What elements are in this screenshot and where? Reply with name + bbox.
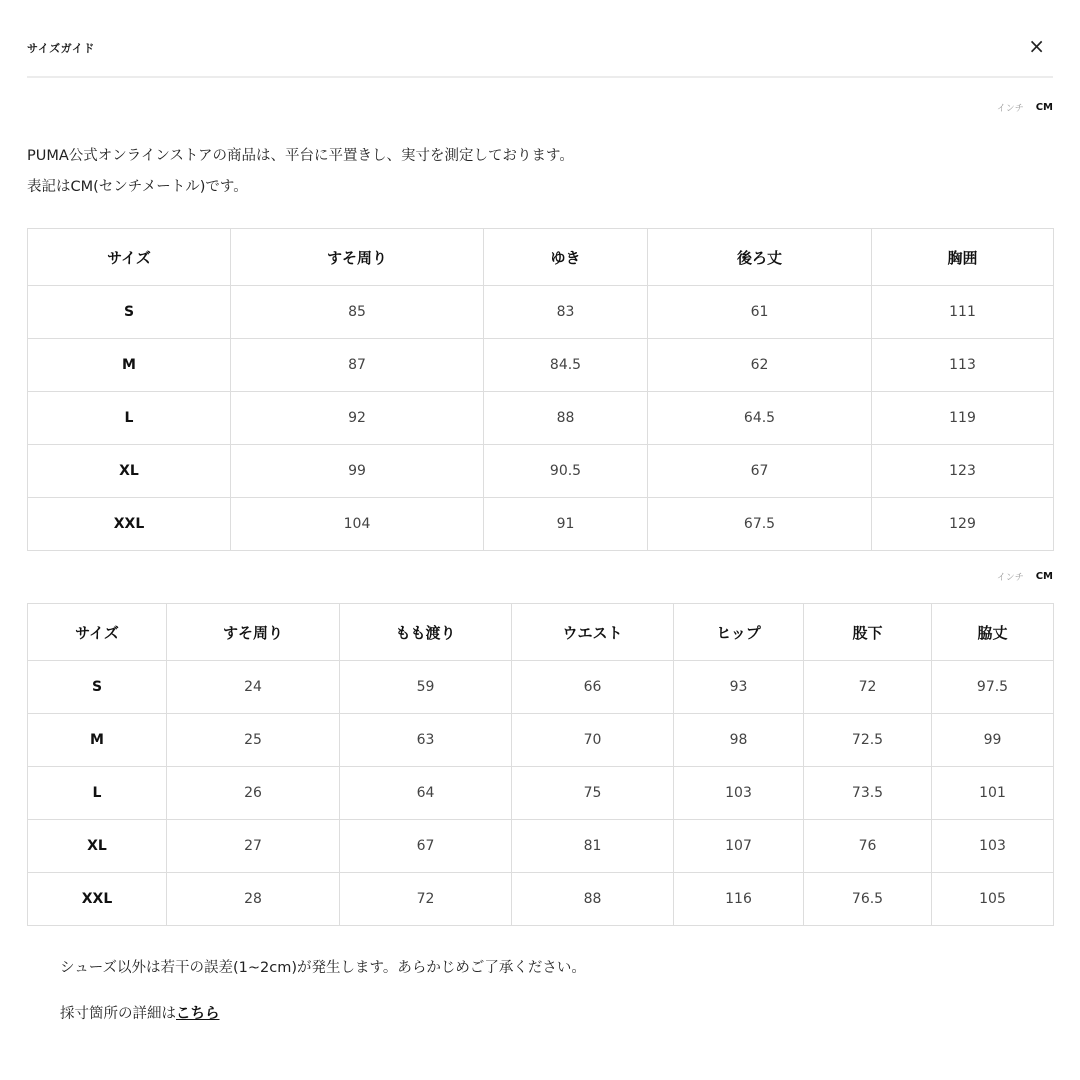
table-cell: 99 (932, 714, 1054, 767)
column-header: 後ろ丈 (648, 229, 872, 286)
intro-line-2: 表記はCM(センチメートル)です。 (27, 179, 248, 195)
table-cell: 104 (231, 498, 484, 551)
table-row (28, 392, 1054, 445)
column-header: 胸囲 (872, 229, 1054, 286)
table-cell: 72 (804, 661, 932, 714)
table-cell: 66 (512, 661, 674, 714)
size-label: M (28, 714, 167, 767)
table-row (28, 873, 1054, 926)
table-cell: 103 (674, 767, 804, 820)
notes (60, 955, 586, 1047)
column-header: 股下 (804, 604, 932, 661)
modal-title: サイズガイド (27, 42, 95, 55)
size-table-tops (27, 228, 1054, 551)
size-label: XL (28, 820, 167, 873)
table-row (28, 661, 1054, 714)
table-cell: 67 (648, 445, 872, 498)
table-cell: 111 (872, 286, 1054, 339)
size-label: L (28, 392, 231, 445)
table-cell: 105 (932, 873, 1054, 926)
table-cell: 84.5 (484, 339, 648, 392)
size-label: S (28, 286, 231, 339)
table-cell: 123 (872, 445, 1054, 498)
table-cell: 85 (231, 286, 484, 339)
table-cell: 116 (674, 873, 804, 926)
detail-prefix: 採寸箇所の詳細は (60, 1006, 176, 1022)
table-cell: 88 (512, 873, 674, 926)
table-cell: 119 (872, 392, 1054, 445)
column-header: すそ周り (231, 229, 484, 286)
table-cell: 91 (484, 498, 648, 551)
table-cell: 28 (167, 873, 340, 926)
table-cell: 101 (932, 767, 1054, 820)
table-cell: 83 (484, 286, 648, 339)
table-row (28, 498, 1054, 551)
table-cell: 93 (674, 661, 804, 714)
table-cell: 64 (340, 767, 512, 820)
unit-inch-button[interactable]: インチ (996, 573, 1024, 583)
table-cell: 76.5 (804, 873, 932, 926)
table-cell: 92 (231, 392, 484, 445)
detail-link[interactable]: こちら (176, 1006, 220, 1022)
table-cell: 99 (231, 445, 484, 498)
unit-cm-button[interactable]: CM (1035, 571, 1053, 582)
table-row (28, 714, 1054, 767)
table-cell: 24 (167, 661, 340, 714)
table-cell: 73.5 (804, 767, 932, 820)
table-cell: 67.5 (648, 498, 872, 551)
size-label: XXL (28, 498, 231, 551)
table-cell: 75 (512, 767, 674, 820)
column-header: ゆき (484, 229, 648, 286)
header-divider (27, 76, 1053, 78)
size-label: M (28, 339, 231, 392)
column-header: ウエスト (512, 604, 674, 661)
disclaimer-text: シューズ以外は若干の誤差(1~2cm)が発生します。あらかじめご了承ください。 (60, 960, 586, 976)
table-cell: 107 (674, 820, 804, 873)
column-header: ヒップ (674, 604, 804, 661)
table-cell: 76 (804, 820, 932, 873)
column-header: もも渡り (340, 604, 512, 661)
table-cell: 59 (340, 661, 512, 714)
table-row (28, 820, 1054, 873)
table-cell: 63 (340, 714, 512, 767)
intro-text (27, 141, 574, 203)
table-cell: 81 (512, 820, 674, 873)
size-label: S (28, 661, 167, 714)
detail-line (60, 1001, 586, 1047)
close-icon[interactable]: × (1028, 34, 1045, 58)
table-header-row (28, 229, 1054, 286)
size-label: L (28, 767, 167, 820)
size-label: XXL (28, 873, 167, 926)
table-cell: 97.5 (932, 661, 1054, 714)
table-cell: 27 (167, 820, 340, 873)
table-row (28, 286, 1054, 339)
table-cell: 70 (512, 714, 674, 767)
table-cell: 103 (932, 820, 1054, 873)
table-cell: 61 (648, 286, 872, 339)
table-row (28, 445, 1054, 498)
column-header: サイズ (28, 604, 167, 661)
table-cell: 67 (340, 820, 512, 873)
table-cell: 113 (872, 339, 1054, 392)
table-cell: 64.5 (648, 392, 872, 445)
size-label: XL (28, 445, 231, 498)
table-cell: 72 (340, 873, 512, 926)
table-cell: 129 (872, 498, 1054, 551)
unit-inch-button[interactable]: インチ (996, 104, 1024, 114)
unit-toggle-bottom (997, 570, 1053, 583)
table-row (28, 339, 1054, 392)
unit-cm-button[interactable]: CM (1035, 102, 1053, 113)
column-header: すそ周り (167, 604, 340, 661)
table-cell: 90.5 (484, 445, 648, 498)
intro-line-1: PUMA公式オンラインストアの商品は、平台に平置きし、実寸を測定しております。 (27, 148, 574, 164)
unit-toggle-top (997, 101, 1053, 114)
table-cell: 87 (231, 339, 484, 392)
column-header: 脇丈 (932, 604, 1054, 661)
modal-header (27, 36, 1053, 76)
column-header: サイズ (28, 229, 231, 286)
table-cell: 62 (648, 339, 872, 392)
table-row (28, 767, 1054, 820)
table-header-row (28, 604, 1054, 661)
table-cell: 25 (167, 714, 340, 767)
table-cell: 88 (484, 392, 648, 445)
size-table-bottoms (27, 603, 1054, 926)
table-cell: 72.5 (804, 714, 932, 767)
table-cell: 26 (167, 767, 340, 820)
table-cell: 98 (674, 714, 804, 767)
